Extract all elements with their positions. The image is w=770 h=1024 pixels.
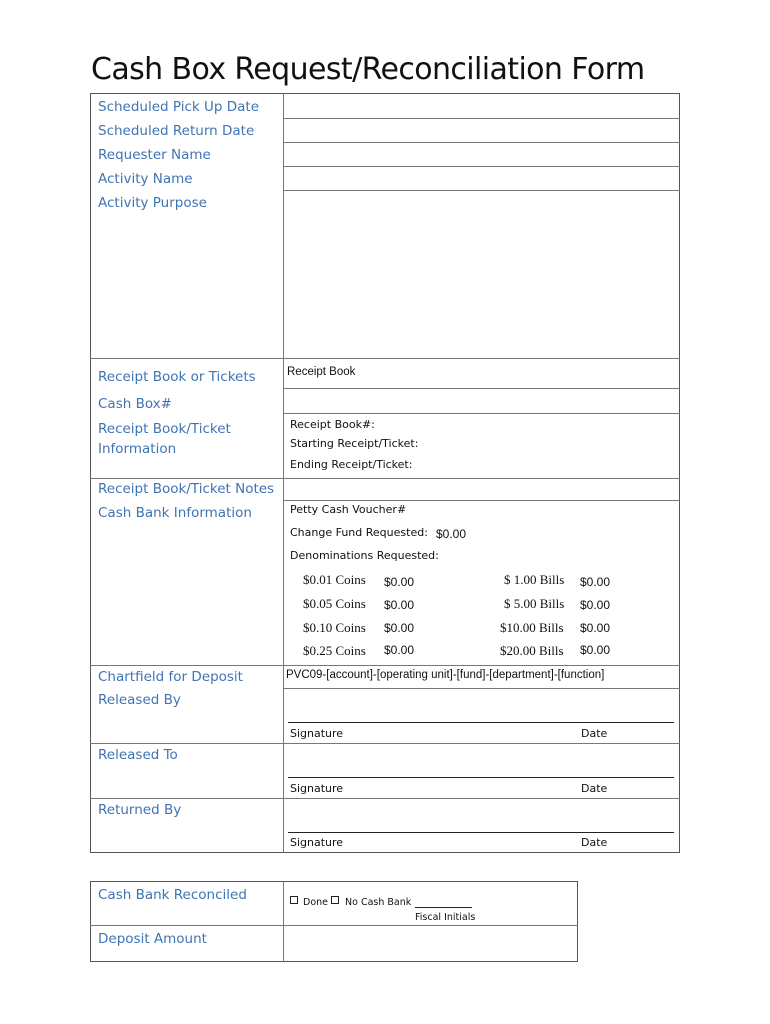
label-receipt-info-2: Information (98, 441, 177, 457)
label-chartfield: Chartfield for Deposit (98, 669, 243, 685)
change-fund-value[interactable]: $0.00 (436, 527, 467, 541)
label-receipt-or-tickets: Receipt Book or Tickets (98, 369, 256, 385)
bill-label: $20.00 Bills (500, 643, 564, 658)
column-divider (283, 881, 284, 962)
receipt-book-number: Receipt Book#: (290, 418, 375, 431)
label-return-date: Scheduled Return Date (98, 123, 255, 139)
no-cash-bank-checkbox[interactable] (331, 896, 339, 904)
done-label: Done (303, 897, 328, 908)
bill-value-input[interactable]: $0.00 (580, 598, 611, 612)
date-label: Date (581, 782, 608, 795)
coin-label: $0.25 Coins (303, 643, 366, 658)
label-cash-box: Cash Box# (98, 396, 172, 412)
coin-value-input[interactable]: $0.00 (384, 598, 415, 612)
bill-value-input[interactable]: $0.00 (580, 643, 611, 657)
row-divider (90, 665, 680, 666)
row-divider (283, 166, 680, 167)
label-receipt-info-1: Receipt Book/Ticket (98, 421, 231, 437)
signature-line (288, 777, 674, 778)
date-label: Date (581, 836, 608, 849)
coin-label: $0.05 Coins (303, 596, 366, 611)
row-divider (90, 798, 680, 799)
signature-line (288, 832, 674, 833)
row-divider (283, 190, 680, 191)
label-released-by: Released By (98, 692, 181, 708)
bill-label: $10.00 Bills (500, 620, 564, 635)
bill-label: $ 1.00 Bills (504, 572, 565, 587)
coin-label: $0.01 Coins (303, 572, 366, 587)
bill-value-input[interactable]: $0.00 (580, 621, 611, 635)
coin-value-input[interactable]: $0.00 (384, 621, 415, 635)
fiscal-initials-line[interactable] (415, 907, 472, 908)
row-divider (90, 358, 680, 359)
date-label: Date (581, 727, 608, 740)
ending-receipt: Ending Receipt/Ticket: (290, 458, 413, 471)
bill-value-input[interactable]: $0.00 (580, 575, 611, 589)
denominations-label: Denominations Requested: (290, 549, 439, 562)
row-divider (283, 142, 680, 143)
starting-receipt: Starting Receipt/Ticket: (290, 437, 419, 450)
label-cash-bank-reconciled: Cash Bank Reconciled (98, 887, 247, 903)
signature-label: Signature (290, 836, 344, 849)
label-pickup-date: Scheduled Pick Up Date (98, 99, 260, 115)
row-divider (90, 925, 578, 926)
label-activity-purpose: Activity Purpose (98, 195, 207, 211)
label-returned-by: Returned By (98, 802, 182, 818)
bill-label: $ 5.00 Bills (504, 596, 565, 611)
signature-line (288, 722, 674, 723)
chartfield-value[interactable]: PVC09-[account]-[operating unit]-[fund]-[department]-[function] (286, 669, 605, 681)
change-fund-label: Change Fund Requested: (290, 526, 428, 539)
signature-label: Signature (290, 727, 344, 740)
coin-label: $0.10 Coins (303, 620, 366, 635)
row-divider (283, 688, 680, 689)
row-divider (90, 743, 680, 744)
label-released-to: Released To (98, 747, 178, 763)
petty-cash-voucher: Petty Cash Voucher# (290, 503, 407, 516)
done-checkbox[interactable] (290, 896, 298, 904)
column-divider (283, 93, 284, 853)
row-divider (283, 413, 680, 414)
coin-value-input[interactable]: $0.00 (384, 575, 415, 589)
page-title: Cash Box Request/Reconciliation Form (91, 52, 645, 87)
no-cash-bank-label: No Cash Bank (345, 897, 412, 908)
receipt-or-tickets-select[interactable]: Receipt Book (287, 366, 356, 378)
row-divider (283, 388, 680, 389)
row-divider (283, 500, 680, 501)
label-receipt-notes: Receipt Book/Ticket Notes (98, 481, 275, 497)
signature-label: Signature (290, 782, 344, 795)
label-deposit-amount: Deposit Amount (98, 931, 207, 947)
label-activity-name: Activity Name (98, 171, 193, 187)
label-requester-name: Requester Name (98, 147, 211, 163)
row-divider (283, 118, 680, 119)
coin-value-input[interactable]: $0.00 (384, 643, 415, 657)
label-cash-bank-info: Cash Bank Information (98, 505, 252, 521)
fiscal-initials-label: Fiscal Initials (415, 912, 476, 923)
row-divider (90, 478, 680, 479)
